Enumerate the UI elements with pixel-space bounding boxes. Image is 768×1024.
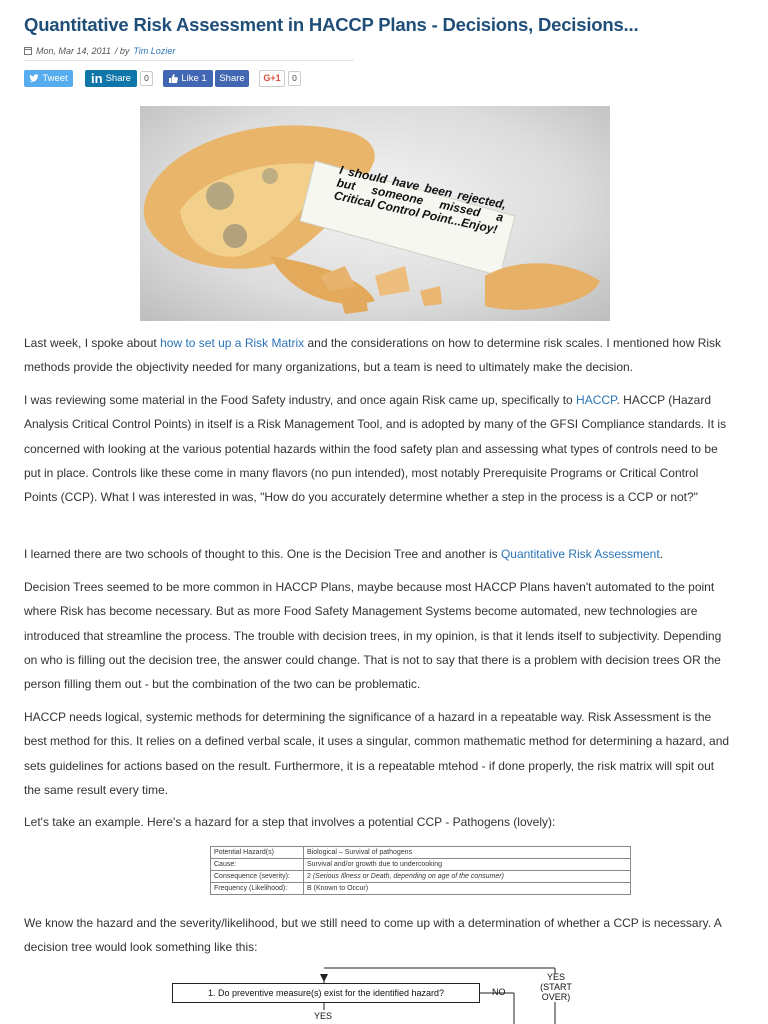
- share-bar: [24, 69, 301, 87]
- table-cell-value: Survival and/or growth due to undercooking: [304, 859, 631, 871]
- tweet-button[interactable]: [24, 70, 73, 87]
- post-date: Mon, Mar 14, 2011: [36, 46, 111, 56]
- paragraph-text: I was reviewing some material in the Food Safety industry, and once again Risk came up, specifically to: [24, 393, 577, 407]
- facebook-share-label: Share: [219, 72, 245, 84]
- decision-question-1: 1. Do preventive measure(s) exist for the identified hazard?: [172, 983, 480, 1003]
- by-label: / by: [114, 46, 130, 56]
- paragraph-7: [24, 911, 734, 960]
- paragraph-4: [24, 575, 734, 696]
- paragraph-text: Last week, I spoke about: [24, 336, 161, 350]
- paragraph-text: Let's take an example. Here's a hazard for a step that involves a potential CCP - Pathogens (lovely):: [24, 815, 556, 829]
- decision-tree: [24, 966, 734, 1024]
- divider: [24, 60, 354, 61]
- table-cell-key: Cause:: [211, 859, 304, 871]
- table-cell-key: Frequency (Likelihood):: [211, 883, 304, 895]
- twitter-icon: [29, 74, 39, 83]
- linkedin-share-label: Share: [105, 72, 131, 84]
- paragraph-text: HACCP needs logical, systemic methods for determining the significance of a hazard in a repeatable way. Risk Assessment is the best method for this. It relies on a defined verbal scale, it uses a singular, common mathematic method for determining a hazard, and sets guidelines for actions based on the result. Furthermore, it is a repeatable mtehod - if done properly, the risk matrix will spit out the same result every time.: [24, 710, 730, 797]
- paragraph-text: Decision Trees seemed to be more common in HACCP Plans, maybe because most HACCP Plans haven't automated to the point where Risk has become necessary. But as more Food Safety Management Systems become automated, new technologies are introduced that streamline the process. The trouble with decision trees, in my opinion, is that it lends itself to subjectivity. Depending on who is filling out the decision tree, the answer could change. That is not to say that there is a problem with decision trees OR the person filling them out - but the combination of the two can be problematic.: [24, 580, 722, 692]
- table-cell-value: Biological – Survival of pathogens: [304, 847, 631, 859]
- linkedin-icon: in: [91, 70, 103, 86]
- facebook-like-button[interactable]: [163, 70, 213, 87]
- haccp-link[interactable]: HACCP: [576, 393, 617, 407]
- table-cell-value: B (Known to Occur): [304, 883, 631, 895]
- fortune-cookie-illustration: [140, 106, 610, 321]
- gplus-label: G+1: [263, 73, 281, 83]
- paragraph-2: [24, 388, 734, 509]
- gplus-count: 0: [288, 71, 301, 86]
- calendar-icon: [24, 47, 32, 55]
- like-label: Like 1: [181, 72, 207, 84]
- paragraph-text: I learned there are two schools of thought to this. One is the Decision Tree and another is: [24, 547, 501, 561]
- paragraph-3: [24, 542, 734, 566]
- facebook-share-button[interactable]: [215, 70, 249, 87]
- paragraph-text: .: [659, 547, 664, 561]
- linkedin-share-button[interactable]: [85, 70, 137, 87]
- author-link[interactable]: Tim Lozier: [133, 46, 176, 56]
- quantitative-risk-link[interactable]: Quantitative Risk Assessment: [500, 547, 660, 561]
- table-row: [211, 883, 631, 895]
- tweet-label: Tweet: [42, 72, 68, 84]
- yes-start-over-label: YES (START OVER): [540, 972, 572, 1002]
- thumbs-up-icon: [169, 74, 178, 83]
- table-cell-key: Potential Hazard(s): [211, 847, 304, 859]
- paragraph-text: . HACCP (Hazard Analysis Critical Control Points) in itself is a Risk Management Tool, and is adopted by many of the GFSI Compliance standards. It is concerned with looking at the various potential hazards within the food safety plan and assessing what types of controls need to be put in place. Controls like these come in many flavors (no pun intended), most notably Prerequisite Programs or Critical Control Points (CCP). What I was interested in was, "How do you accurately determine whether a step in the process is a CCP or not?": [24, 393, 727, 505]
- hazard-table: [210, 846, 631, 895]
- linkedin-count: 0: [140, 71, 153, 86]
- table-cell-value: 2 (Serious Illness or Death, depending on age of the consumer): [304, 871, 631, 883]
- risk-matrix-link[interactable]: how to set up a Risk Matrix: [160, 336, 305, 350]
- paragraph-6: [24, 810, 734, 834]
- paragraph-text: We know the hazard and the severity/likelihood, but we still need to come up with a determination of whether a CCP is necessary. A decision tree would look something like this:: [24, 916, 722, 955]
- fortune-slip-text: I should have been rejected, but someone missed a Critical Control Point...Enjoy!: [332, 162, 508, 237]
- fortune-cookie-image: [140, 106, 610, 321]
- post-meta: [24, 46, 175, 56]
- table-row: [211, 859, 631, 871]
- paragraph-5: [24, 705, 734, 802]
- yes-down-label: YES: [314, 1011, 333, 1021]
- table-row: [211, 871, 631, 883]
- table-row: [211, 847, 631, 859]
- google-plus-button[interactable]: [259, 70, 285, 87]
- table-cell-key: Consequence (severity):: [211, 871, 304, 883]
- paragraph-1: [24, 331, 734, 380]
- paragraph-text: and the considerations on how to determine risk scales. I mentioned how Risk methods provide the objectivity needed for many organizations, but a team is need to ultimately make the decision.: [24, 336, 722, 375]
- no-label: NO: [492, 987, 506, 997]
- page-title: Quantitative Risk Assessment in HACCP Plans - Decisions, Decisions...: [24, 14, 639, 35]
